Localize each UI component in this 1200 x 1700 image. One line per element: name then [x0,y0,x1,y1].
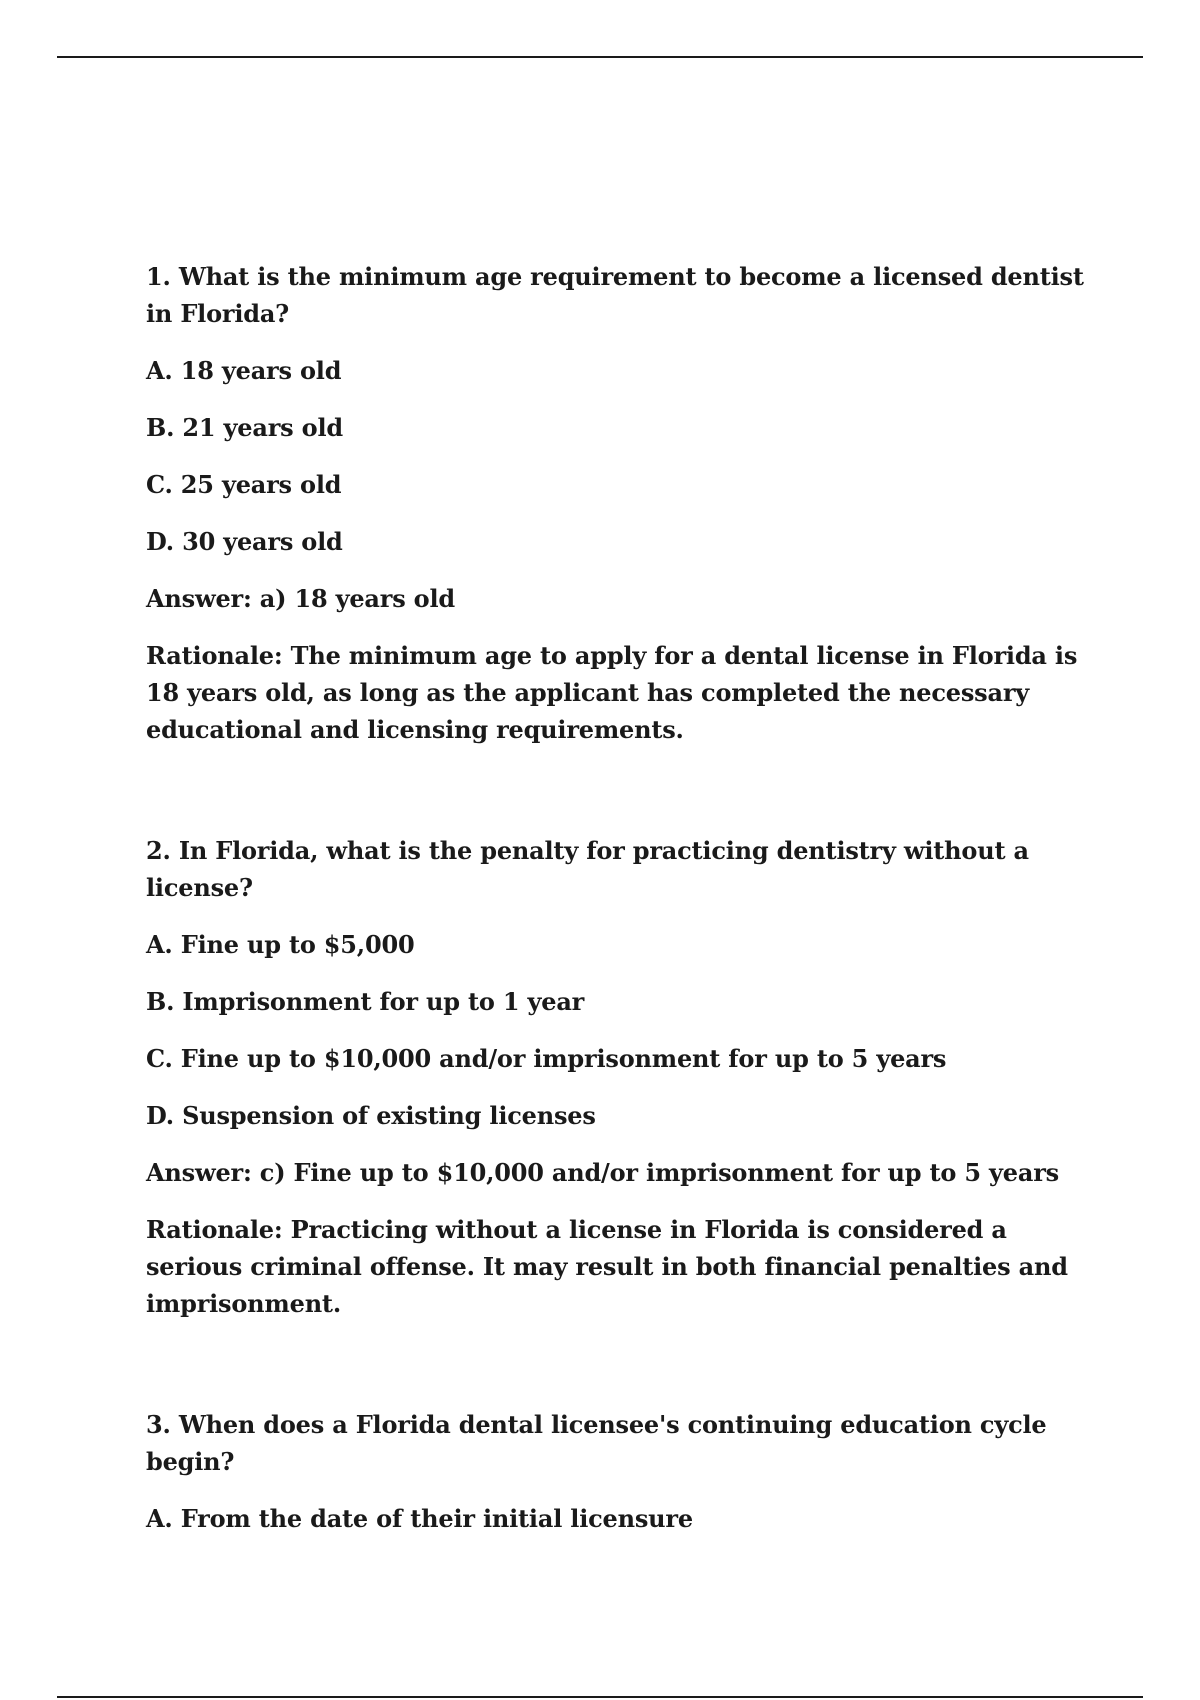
option-text: 21 years old [182,413,343,442]
option-b [146,409,1096,446]
answer [146,580,1096,617]
answer-text: c) Fine up to $10,000 and/or imprisonment for up to 5 years [259,1158,1059,1187]
question-prompt: In Florida, what is the penalty for practicing dentistry without a license? [146,836,1029,902]
rationale [146,637,1096,748]
question-3 [146,1406,1096,1537]
answer-label: Answer: [146,1158,252,1187]
document-body [146,258,1096,1557]
option-letter: A. [146,1504,173,1533]
option-b [146,983,1096,1020]
header-rule [57,56,1143,58]
rationale-text: The minimum age to apply for a dental license in Florida is 18 years old, as long as the applicant has completed the necessary educational and licensing requirements. [146,641,1078,744]
rationale-label: Rationale: [146,1215,283,1244]
option-letter: A. [146,930,173,959]
option-text: Fine up to $10,000 and/or imprisonment for up to 5 years [180,1044,947,1073]
answer-text: a) 18 years old [259,584,455,613]
option-text: From the date of their initial licensure [180,1504,693,1533]
answer [146,1154,1096,1191]
option-letter: D. [146,527,174,556]
option-letter: B. [146,413,175,442]
rationale [146,1211,1096,1322]
question-number: 2. [146,836,171,865]
option-text: Fine up to $5,000 [180,930,415,959]
option-letter: C. [146,470,173,499]
answer-label: Answer: [146,584,252,613]
option-text: 30 years old [182,527,343,556]
option-a [146,926,1096,963]
question-number: 1. [146,262,171,291]
option-a [146,1500,1096,1537]
rationale-text: Practicing without a license in Florida is considered a serious criminal offense. It may result in both financial penalties and imprisonment. [146,1215,1068,1318]
question-prompt: When does a Florida dental licensee's continuing education cycle begin? [146,1410,1047,1476]
option-d [146,523,1096,560]
option-d [146,1097,1096,1134]
question-text [146,258,1096,332]
question-prompt: What is the minimum age requirement to become a licensed dentist in Florida? [146,262,1084,328]
question-text [146,1406,1096,1480]
footer-rule [57,1696,1143,1698]
option-text: Suspension of existing licenses [182,1101,596,1130]
option-c [146,1040,1096,1077]
option-letter: C. [146,1044,173,1073]
question-1 [146,258,1096,748]
option-letter: A. [146,356,173,385]
option-text: 18 years old [180,356,342,385]
question-number: 3. [146,1410,171,1439]
option-text: Imprisonment for up to 1 year [182,987,585,1016]
option-c [146,466,1096,503]
option-a [146,352,1096,389]
rationale-label: Rationale: [146,641,283,670]
question-text [146,832,1096,906]
option-letter: B. [146,987,175,1016]
question-2 [146,832,1096,1322]
option-letter: D. [146,1101,174,1130]
option-text: 25 years old [180,470,342,499]
